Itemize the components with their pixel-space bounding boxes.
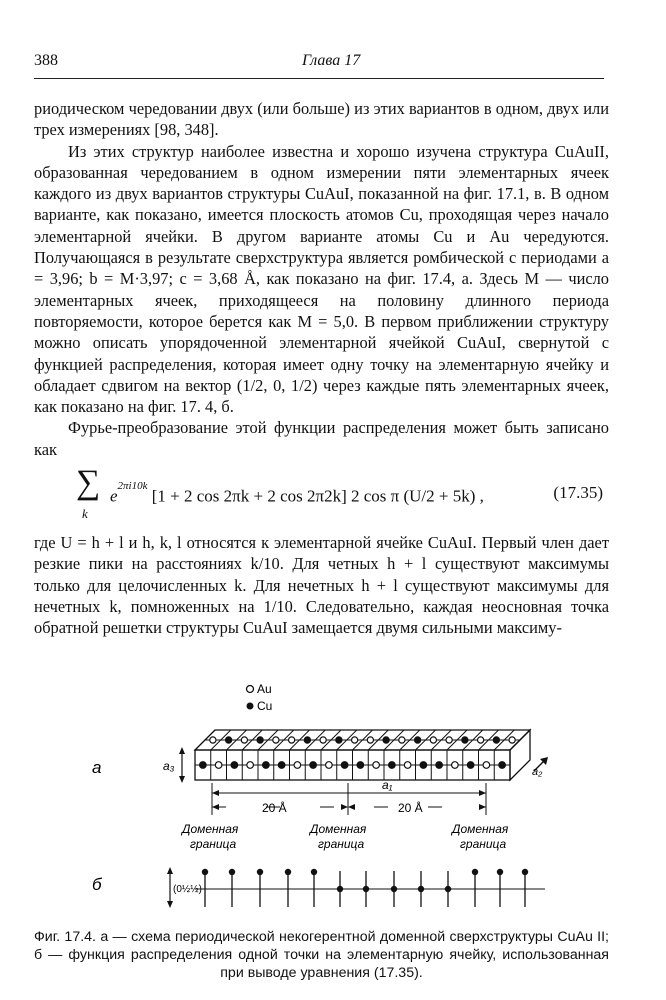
dim-20a-arrow-3 xyxy=(348,804,355,810)
cu-atom xyxy=(263,762,270,769)
au-atom xyxy=(320,737,326,743)
au-atom xyxy=(430,737,436,743)
atom-layer xyxy=(195,730,530,780)
body-text xyxy=(34,98,609,639)
dim-label-right: 20 Å xyxy=(398,801,423,815)
cu-atom xyxy=(341,762,348,769)
sum-symbol: ∑ xyxy=(76,464,101,502)
au-atom xyxy=(215,762,222,769)
cu-atom xyxy=(436,762,443,769)
distribution-point xyxy=(311,869,317,875)
cu-atom xyxy=(278,762,285,769)
distribution-point xyxy=(202,869,208,875)
a3-arrowhead-down xyxy=(179,776,185,783)
a3-arrowhead-up xyxy=(179,747,185,754)
au-atom xyxy=(210,737,216,743)
distribution-point xyxy=(257,869,263,875)
domain-label-1-line2: граница xyxy=(190,837,237,851)
au-atom xyxy=(247,762,254,769)
cu-atom xyxy=(499,762,506,769)
header-rule xyxy=(34,78,604,79)
distribution-points xyxy=(202,869,528,907)
paragraph-1: риодическом чередовании двух (или больше) из этих вариантов в одном, двух или трех измерениях [98, 348]. xyxy=(34,99,609,140)
au-atom xyxy=(326,762,333,769)
domain-label-3-line1: Доменная xyxy=(452,822,509,836)
au-atom xyxy=(289,737,295,743)
equation-body: [1 + 2 cos 2πk + 2 cos 2π2k] 2 cos π (U/2 + 5k) , xyxy=(151,486,484,506)
cu-atom xyxy=(226,737,232,743)
cu-atom xyxy=(200,762,207,769)
row-label-b: б xyxy=(92,875,102,894)
cu-atom xyxy=(304,737,310,743)
paragraph-4: где U = h + l и h, k, l относятся к элементарной ячейке CuAuI. Первый член дает резкие пики на расстояниях k/10. Для четных h + l существуют максимумы только для целочисленных k. Для нечетных h + l существуют максимумы для нечетных k, помноженных на 1/10. Следовательно, каждая неосновная точка обратной решетки структуры CuAuI замещается двумя сильными максиму- xyxy=(34,533,609,638)
b-arrowhead-down xyxy=(167,901,173,908)
dim-20a-arrow-2 xyxy=(341,804,348,810)
equation-17-35 xyxy=(34,466,609,530)
page-header xyxy=(34,52,604,74)
au-atom xyxy=(294,762,301,769)
dim-20a-arrow-1 xyxy=(212,804,219,810)
equation-exponent: 2πi10k xyxy=(117,480,148,493)
dim-label-left: 20 Å xyxy=(262,801,287,815)
au-atom xyxy=(446,737,452,743)
au-atom xyxy=(367,737,373,743)
page-number: 388 xyxy=(34,52,58,69)
au-atom xyxy=(273,737,279,743)
distribution-point xyxy=(497,869,503,875)
cu-atom xyxy=(257,737,263,743)
legend-cu-marker xyxy=(247,703,254,710)
cu-atom xyxy=(493,737,499,743)
axis-a2-label: a₂ xyxy=(532,766,543,778)
au-atom xyxy=(452,762,459,769)
sum-index: k xyxy=(82,506,88,522)
axis-a1-label: a₁ xyxy=(382,778,393,792)
au-atom xyxy=(478,737,484,743)
legend-au-marker xyxy=(247,686,254,693)
b-arrowhead-up xyxy=(167,867,173,874)
dim-20a-arrow-4 xyxy=(479,804,486,810)
vector-label: (0½½) xyxy=(173,884,202,895)
domain-label-1-line1: Доменная xyxy=(182,822,239,836)
distribution-point xyxy=(285,869,291,875)
dim-a1-arrow-left xyxy=(212,790,219,796)
cu-atom xyxy=(462,737,468,743)
chapter-title: Глава 17 xyxy=(302,52,361,69)
cu-atom xyxy=(231,762,238,769)
distribution-point xyxy=(391,886,397,892)
domain-label-3-line2: граница xyxy=(460,837,507,851)
distribution-point xyxy=(229,869,235,875)
domain-label-2-line1: Доменная xyxy=(310,822,367,836)
au-atom xyxy=(404,762,411,769)
cu-atom xyxy=(336,737,342,743)
axis-a3-label: a₃ xyxy=(163,759,175,773)
dim-a1-arrow-right xyxy=(479,790,486,796)
au-atom xyxy=(483,762,490,769)
paragraph-2: Из этих структур наиболее известна и хорошо изучена структура CuAuII, образованная чередованием в одном измерении пяти элементарных ячеек каждого из двух вариантов структуры CuAuI, показанной на фиг. 17.1, в. В одном варианте, как показано, имеется плоскость атомов Cu, проходящая через начало элементарной ячейки. В другом варианте атомы Cu и Au чередуются. Получающаяся в результате сверхструктура является ромбической с периодами a = 3,96; b = M·3,97; c = 3,68 Å, как показано на фиг. 17.4, a. Здесь M — число элементарных ячеек, приходящееся на половину длинного периода повторяемости, которое берется как M = 5,0. В первом приближении структуру можно описать упорядоченной элементарной ячейкой CuAuI, свернутой с функцией распределения, которая имеет одну точку на элементарную ячейку и обладает сдвигом на вектор (1/2, 0, 1/2) через каждые пять элементарных ячеек, как показано на фиг. 17. 4, б. xyxy=(34,141,609,417)
cu-atom xyxy=(415,737,421,743)
distribution-point xyxy=(445,886,451,892)
cu-atom xyxy=(357,762,364,769)
cu-atom xyxy=(310,762,317,769)
equation-number: (17.35) xyxy=(553,483,603,503)
cu-atom xyxy=(383,737,389,743)
au-atom xyxy=(373,762,380,769)
distribution-point xyxy=(522,869,528,875)
equation-base: e xyxy=(110,486,118,506)
au-atom xyxy=(399,737,405,743)
legend-au-label: Au xyxy=(257,682,272,696)
domain-label-2-line2: граница xyxy=(318,837,365,851)
figure-17-4 xyxy=(0,675,666,920)
legend-cu-label: Cu xyxy=(257,699,273,713)
distribution-point xyxy=(337,886,343,892)
distribution-point xyxy=(472,869,478,875)
au-atom xyxy=(241,737,247,743)
cu-atom xyxy=(389,762,396,769)
row-label-a: а xyxy=(92,758,102,777)
figure-svg xyxy=(0,675,666,920)
distribution-point xyxy=(418,886,424,892)
figure-caption: Фиг. 17.4. а — схема периодической некогерентной доменной сверхструктуры CuAu II; б — функция распределения одной точки на элементарную ячейку, использованная при выводе уравнения (17.35). xyxy=(34,929,609,981)
au-atom xyxy=(509,737,515,743)
paragraph-3: Фурье-преобразование этой функции распределения может быть записано как xyxy=(34,418,609,459)
equation-expression xyxy=(110,482,484,507)
cu-atom xyxy=(467,762,474,769)
cu-atom xyxy=(420,762,427,769)
distribution-point xyxy=(363,886,369,892)
au-atom xyxy=(352,737,358,743)
